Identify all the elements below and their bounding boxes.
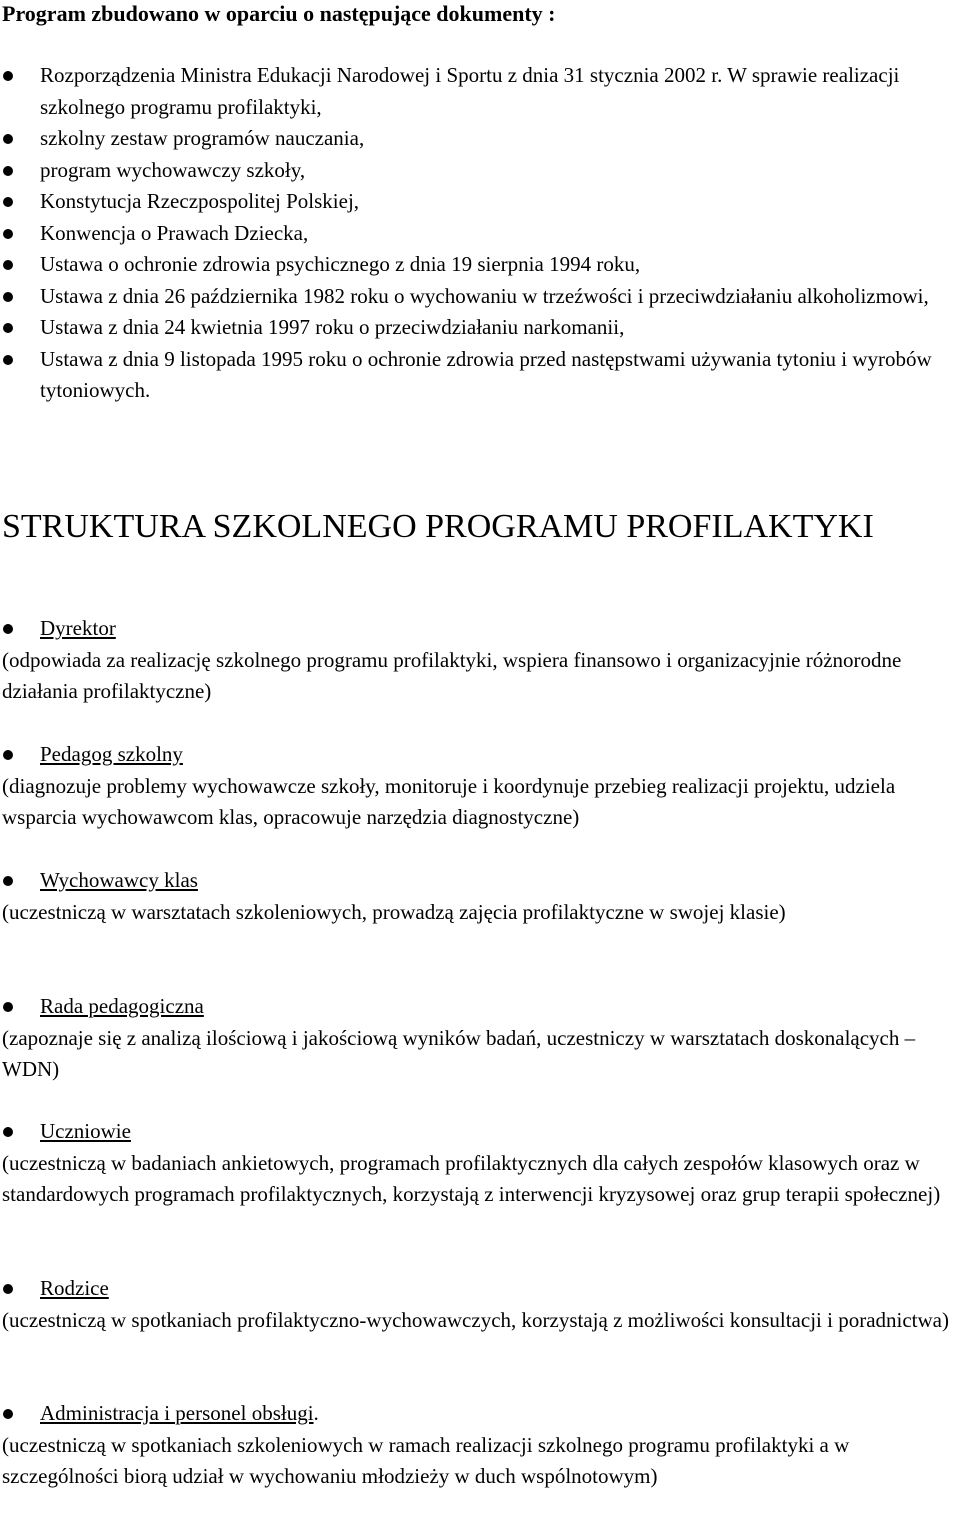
role-block-rada — [0, 991, 960, 1086]
page-heading: Program zbudowano w oparciu o następujące dokumenty : — [2, 1, 556, 26]
bullet-icon — [3, 134, 13, 144]
document-item: Rozporządzenia Ministra Edukacji Narodowej i Sportu z dnia 31 stycznia 2002 r. W sprawie realizacji szkolnego programu profilaktyki, — [0, 60, 960, 123]
role-name: Administracja i personel obsługi — [40, 1401, 314, 1425]
documents-list — [0, 60, 960, 407]
bullet-icon — [3, 292, 13, 302]
bullet-icon — [3, 876, 13, 886]
document-item: szkolny zestaw programów nauczania, — [0, 123, 960, 155]
document-item: program wychowawczy szkoły, — [0, 155, 960, 187]
document-item: Konwencja o Prawach Dziecka, — [0, 218, 960, 250]
role-block-dyrektor — [0, 613, 960, 708]
role-name: Pedagog szkolny — [40, 742, 183, 766]
bullet-icon — [3, 355, 13, 365]
role-block-uczniowie — [0, 1116, 960, 1211]
role-description: (diagnozuje problemy wychowawcze szkoły, monitoruje i koordynuje przebieg realizacji projektu, udziela wsparcia wychowawcom klas, opracowuje narzędzia diagnostyczne) — [2, 773, 896, 829]
bullet-icon — [3, 1409, 13, 1419]
role-name: Dyrektor — [40, 616, 116, 640]
bullet-icon — [3, 229, 13, 239]
document-item: Ustawa z dnia 24 kwietnia 1997 roku o przeciwdziałaniu narkomanii, — [0, 312, 960, 344]
bullet-icon — [3, 323, 13, 333]
bullet-icon — [3, 1284, 13, 1294]
role-block-rodzice — [0, 1273, 960, 1336]
role-block-administracja: Administracja i personel obsługi. (uczestniczą w spotkaniach szkoleniowych w ramach realizacji szkolnego programu profilaktyki a w szczególności biorą udział w wychowaniu młodzieży w duch wspólnotowym) — [0, 1398, 960, 1493]
role-name: Wychowawcy klas — [40, 868, 198, 892]
document-item: Ustawa z dnia 26 października 1982 roku o wychowaniu w trzeźwości i przeciwdziałaniu alkoholizmowi, — [0, 281, 960, 313]
document-item: Konstytucja Rzeczpospolitej Polskiej, — [0, 186, 960, 218]
bullet-icon — [3, 71, 13, 81]
document-item: Ustawa o ochronie zdrowia psychicznego z dnia 19 sierpnia 1994 roku, — [0, 249, 960, 281]
bullet-icon — [3, 624, 13, 634]
role-description: (uczestniczą w spotkaniach profilaktyczno-wychowawczych, korzystają z możliwości konsultacji i poradnictwa) — [2, 1307, 949, 1332]
role-block-pedagog — [0, 739, 960, 834]
bullet-icon — [3, 166, 13, 176]
bullet-icon — [3, 260, 13, 270]
role-name: Rodzice — [40, 1276, 109, 1300]
role-description: (zapoznaje się z analizą ilościową i jakościową wyników badań, uczestniczy w warsztatach doskonalących – WDN) — [2, 1025, 916, 1081]
role-block-wychowawcy — [0, 865, 960, 928]
role-name: Uczniowie — [40, 1119, 131, 1143]
bullet-icon — [3, 197, 13, 207]
role-name: Rada pedagogiczna — [40, 994, 204, 1018]
role-description: (uczestniczą w warsztatach szkoleniowych, prowadzą zajęcia profilaktyczne w swojej klasie) — [2, 899, 786, 924]
role-description: (uczestniczą w badaniach ankietowych, programach profilaktycznych dla całych zespołów klasowych oraz w standardowych programach profilaktycznych, korzystają z interwencji kryzysowej oraz grup terapii społecznej) — [2, 1150, 941, 1206]
bullet-icon — [3, 1127, 13, 1137]
bullet-icon — [3, 1002, 13, 1012]
role-description: (odpowiada za realizację szkolnego programu profilaktyki, wspiera finansowo i organizacyjnie różnorodne działania profilaktyczne) — [2, 647, 902, 703]
document-item: Ustawa z dnia 9 listopada 1995 roku o ochronie zdrowia przed następstwami używania tytoniu i wyrobów tytoniowych. — [0, 344, 960, 407]
bullet-icon — [3, 750, 13, 760]
structure-title: STRUKTURA SZKOLNEGO PROGRAMU PROFILAKTYKI — [2, 508, 874, 545]
role-description: (uczestniczą w spotkaniach szkoleniowych w ramach realizacji szkolnego programu profilaktyki a w szczególności biorą udział w wychowaniu młodzieży w duch wspólnotowym) — [2, 1432, 850, 1488]
